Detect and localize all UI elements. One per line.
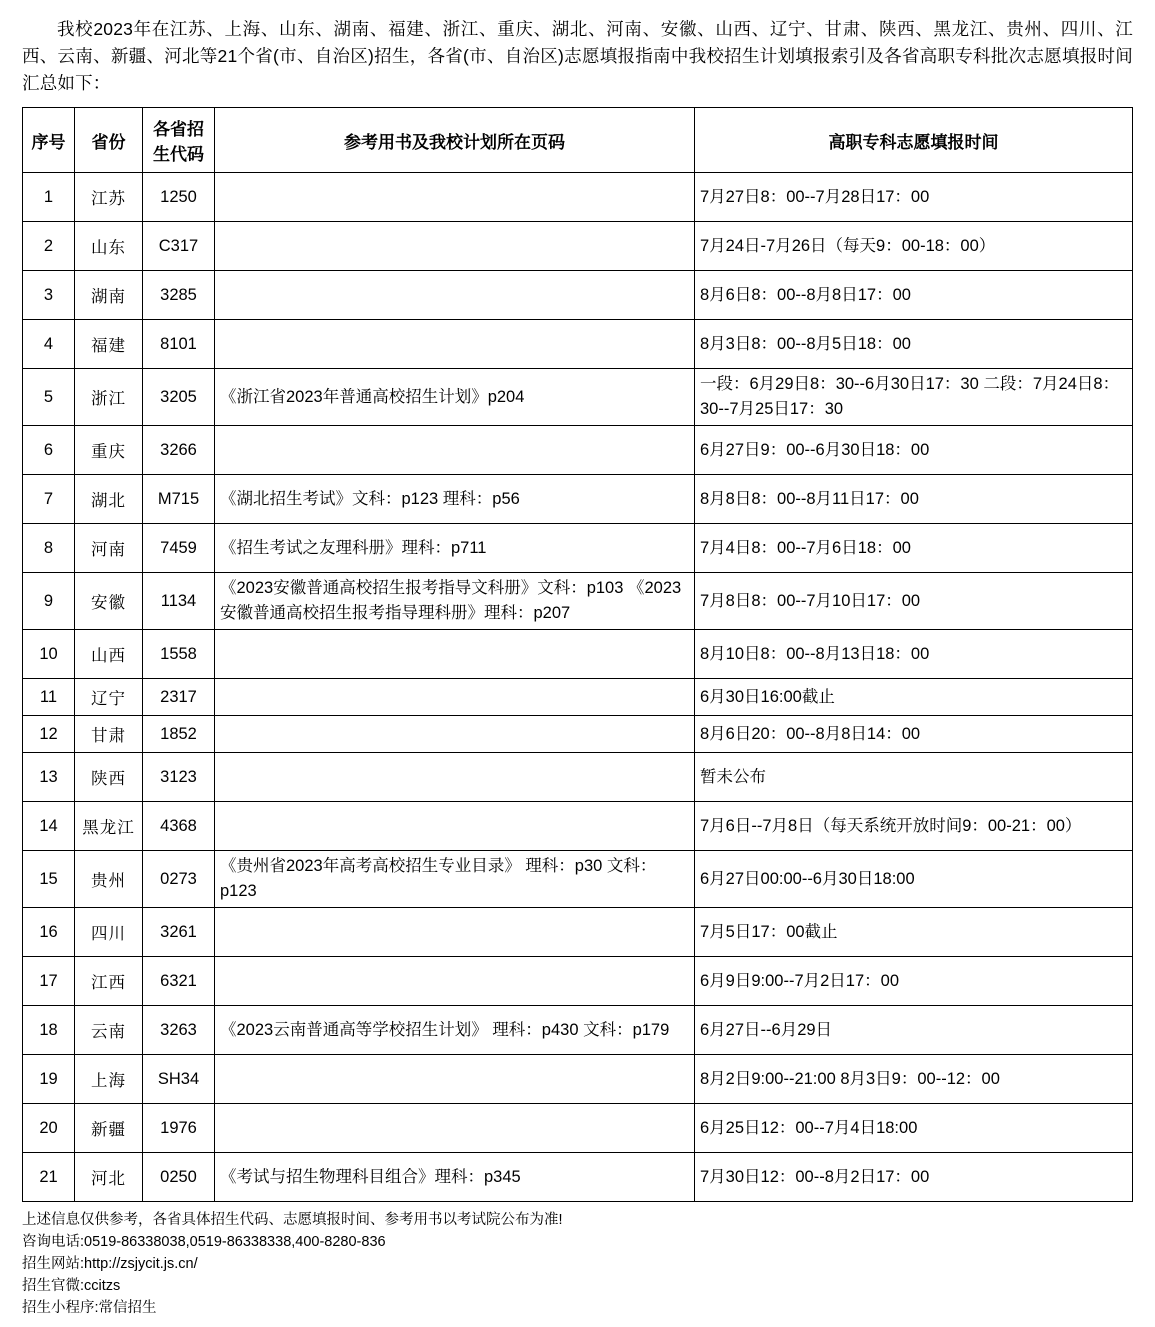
cell-time: 7月27日8：00--7月28日17：00 [695,173,1133,222]
cell-province: 河南 [75,524,143,573]
table-header [23,108,1133,173]
cell-code: 6321 [143,957,215,1006]
cell-province: 安徽 [75,573,143,630]
cell-code: C317 [143,222,215,271]
table-row [23,426,1133,475]
cell-no: 11 [23,679,75,716]
cell-book [215,173,695,222]
header-book: 参考用书及我校计划所在页码 [215,108,695,173]
cell-no: 6 [23,426,75,475]
table-row [23,524,1133,573]
cell-province: 上海 [75,1055,143,1104]
table-row [23,173,1133,222]
cell-book [215,716,695,753]
cell-no: 10 [23,630,75,679]
cell-code: 1852 [143,716,215,753]
cell-time: 6月25日12：00--7月4日18:00 [695,1104,1133,1153]
cell-province: 黑龙江 [75,802,143,851]
cell-province: 江苏 [75,173,143,222]
cell-code: 1976 [143,1104,215,1153]
cell-book: 《湖北招生考试》文科：p123 理科：p56 [215,475,695,524]
cell-code: M715 [143,475,215,524]
table-row [23,630,1133,679]
header-no: 序号 [23,108,75,173]
cell-code: 8101 [143,320,215,369]
cell-book: 《贵州省2023年高考高校招生专业目录》 理科：p30 文科：p123 [215,851,695,908]
cell-book [215,1055,695,1104]
cell-time: 8月8日8：00--8月11日17：00 [695,475,1133,524]
table-row [23,957,1133,1006]
cell-province: 河北 [75,1153,143,1202]
admission-table [22,107,1133,1202]
intro-paragraph: 我校2023年在江苏、上海、山东、湖南、福建、浙江、重庆、湖北、河南、安徽、山西、辽宁、甘肃、陕西、黑龙江、贵州、四川、江西、云南、新疆、河北等21个省(市、自治区)招生，各省(市、自治区)志愿填报指南中我校招生计划填报索引及各省高职专科批次志愿填报时间汇总如下： [22,19,1133,93]
cell-time: 6月27日--6月29日 [695,1006,1133,1055]
cell-no: 18 [23,1006,75,1055]
cell-code: 3263 [143,1006,215,1055]
cell-time: 8月2日9:00--21:00 8月3日9：00--12：00 [695,1055,1133,1104]
cell-code: 2317 [143,679,215,716]
cell-book [215,679,695,716]
cell-no: 20 [23,1104,75,1153]
header-time: 高职专科志愿填报时间 [695,108,1133,173]
cell-code: 7459 [143,524,215,573]
cell-province: 四川 [75,908,143,957]
cell-time: 7月8日8：00--7月10日17：00 [695,573,1133,630]
cell-no: 21 [23,1153,75,1202]
cell-no: 1 [23,173,75,222]
cell-time: 8月3日8：00--8月5日18：00 [695,320,1133,369]
cell-time: 8月10日8：00--8月13日18：00 [695,630,1133,679]
footer-notes [22,1209,1133,1319]
cell-book [215,908,695,957]
table-row [23,802,1133,851]
cell-province: 贵州 [75,851,143,908]
footer-note-line: 招生官微:ccitzs [22,1278,121,1294]
table-row [23,753,1133,802]
cell-code: 1558 [143,630,215,679]
cell-code: 3285 [143,271,215,320]
table-row [23,716,1133,753]
table-row [23,851,1133,908]
cell-time: 7月30日12：00--8月2日17：00 [695,1153,1133,1202]
cell-time: 6月9日9:00--7月2日17：00 [695,957,1133,1006]
header-code: 各省招生代码 [143,108,215,173]
table-row [23,679,1133,716]
header-province: 省份 [75,108,143,173]
cell-province: 浙江 [75,369,143,426]
cell-province: 重庆 [75,426,143,475]
footer-note-line: 上述信息仅供参考，各省具体招生代码、志愿填报时间、参考用书以考试院公布为准! [22,1212,563,1228]
cell-no: 8 [23,524,75,573]
footer-note-line: 招生网站:http://zsjycit.js.cn/ [22,1256,198,1272]
cell-province: 福建 [75,320,143,369]
footer-note-line: 招生小程序:常信招生 [22,1300,157,1316]
cell-no: 3 [23,271,75,320]
cell-province: 新疆 [75,1104,143,1153]
cell-code: 3266 [143,426,215,475]
cell-no: 13 [23,753,75,802]
cell-province: 湖南 [75,271,143,320]
cell-no: 19 [23,1055,75,1104]
table-header-row [23,108,1133,173]
cell-time: 6月30日16:00截止 [695,679,1133,716]
table-body [23,173,1133,1202]
cell-no: 12 [23,716,75,753]
cell-book [215,957,695,1006]
cell-code: SH34 [143,1055,215,1104]
table-row [23,1006,1133,1055]
table-row [23,1055,1133,1104]
cell-time: 6月27日9：00--6月30日18：00 [695,426,1133,475]
cell-book [215,320,695,369]
cell-book [215,630,695,679]
cell-province: 甘肃 [75,716,143,753]
cell-time: 暂未公布 [695,753,1133,802]
cell-book [215,271,695,320]
table-row [23,1104,1133,1153]
cell-no: 17 [23,957,75,1006]
table-row [23,222,1133,271]
cell-book: 《2023安徽普通高校招生报考指导文科册》文科：p103 《2023安徽普通高校招生报考指导理科册》理科：p207 [215,573,695,630]
cell-time: 7月24日-7月26日（每天9：00-18：00） [695,222,1133,271]
cell-time: 7月5日17：00截止 [695,908,1133,957]
cell-no: 5 [23,369,75,426]
cell-time: 7月4日8：00--7月6日18：00 [695,524,1133,573]
table-row [23,320,1133,369]
cell-no: 14 [23,802,75,851]
table-row [23,1153,1133,1202]
cell-book [215,802,695,851]
cell-time: 6月27日00:00--6月30日18:00 [695,851,1133,908]
cell-province: 湖北 [75,475,143,524]
cell-province: 辽宁 [75,679,143,716]
cell-code: 1250 [143,173,215,222]
cell-no: 15 [23,851,75,908]
cell-code: 3123 [143,753,215,802]
cell-time: 一段：6月29日8：30--6月30日17：30 二段：7月24日8：30--7月25日17：30 [695,369,1133,426]
cell-no: 16 [23,908,75,957]
cell-book: 《考试与招生物理科目组合》理科：p345 [215,1153,695,1202]
cell-book [215,222,695,271]
cell-province: 江西 [75,957,143,1006]
cell-province: 山西 [75,630,143,679]
cell-book [215,1104,695,1153]
cell-province: 云南 [75,1006,143,1055]
table-row [23,573,1133,630]
cell-book: 《招生考试之友理科册》理科：p711 [215,524,695,573]
cell-book: 《2023云南普通高等学校招生计划》 理科：p430 文科：p179 [215,1006,695,1055]
cell-time: 8月6日20：00--8月8日14：00 [695,716,1133,753]
table-row [23,271,1133,320]
cell-no: 2 [23,222,75,271]
cell-code: 0250 [143,1153,215,1202]
cell-code: 1134 [143,573,215,630]
cell-code: 3205 [143,369,215,426]
table-row [23,908,1133,957]
cell-code: 4368 [143,802,215,851]
cell-book [215,426,695,475]
cell-no: 7 [23,475,75,524]
footer-note-line: 咨询电话:0519-86338038,0519-86338338,400-8280-836 [22,1234,386,1250]
cell-code: 0273 [143,851,215,908]
cell-time: 8月6日8：00--8月8日17：00 [695,271,1133,320]
cell-province: 山东 [75,222,143,271]
table-row [23,369,1133,426]
cell-province: 陕西 [75,753,143,802]
cell-book: 《浙江省2023年普通高校招生计划》p204 [215,369,695,426]
cell-code: 3261 [143,908,215,957]
table-row [23,475,1133,524]
cell-book [215,753,695,802]
cell-no: 9 [23,573,75,630]
cell-time: 7月6日--7月8日（每天系统开放时间9：00-21：00） [695,802,1133,851]
cell-no: 4 [23,320,75,369]
